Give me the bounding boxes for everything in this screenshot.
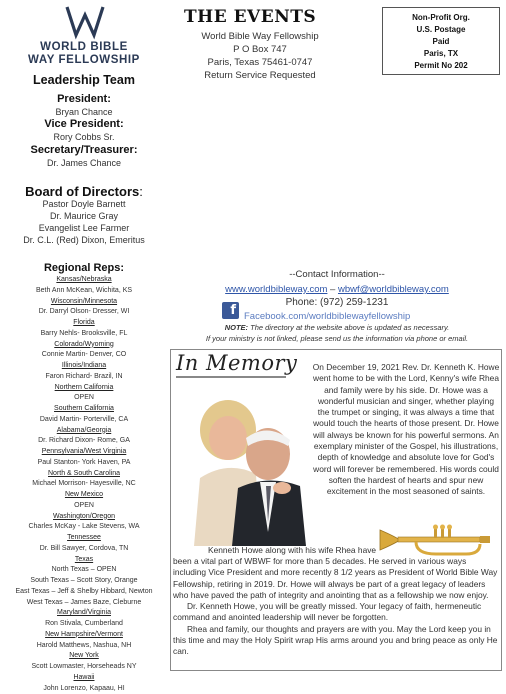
board-heading-text: Board of Directors xyxy=(25,184,139,199)
region-name: Kansas/Nebraska xyxy=(0,275,168,286)
postage-line: Permit No 202 xyxy=(383,60,499,72)
rep-name: John Lorenzo, Kapaau, HI xyxy=(0,684,168,694)
newsletter-title: THE EVENTS xyxy=(184,7,316,27)
note-text: The directory at the website above is updated as necessary. xyxy=(248,323,449,332)
wbwf-logo xyxy=(0,4,168,74)
couple-photo xyxy=(176,382,308,546)
memory-text-right: On December 19, 2021 Rev. Dr. Kenneth K. Howe went home to be with the Lord, Kenny's wife Rhea and family were by his side. Dr. Howe was a wonderful musician and singer, whether playing the trumpet or singing, it was always a time that would touch the hearts of those present. Dr. Howe will always be known for his powerful sermons. An exemplary minister of the Gospel, his illustrations, depth of knowledge and absolute love for God's word will forever be remembered. His words could soften the hardest of hearts and spur new excitement in the most seasoned of saints. xyxy=(312,362,500,498)
board-heading-colon: : xyxy=(139,184,143,199)
region-name: Hawaii xyxy=(0,673,168,684)
rep-name: Barry Nehls- Brooksville, FL xyxy=(0,329,168,340)
regional-reps-heading: Regional Reps: xyxy=(0,262,168,274)
rep-name: North Texas – OPEN xyxy=(0,565,168,576)
secretary-treasurer-label: Secretary/Treasurer: xyxy=(0,144,168,156)
region-name: Southern California xyxy=(0,404,168,415)
rep-name: South Texas – Scott Story, Orange xyxy=(0,576,168,587)
rep-name: Dr. Bill Sawyer, Cordova, TN xyxy=(0,544,168,555)
contact-heading: --Contact Information-- xyxy=(172,269,502,280)
board-member: Dr. C.L. (Red) Dixon, Emeritus xyxy=(0,235,168,245)
contact-links xyxy=(172,284,502,295)
website-link[interactable]: www.worldbibleway.com xyxy=(225,284,327,295)
rep-name: Faron Richard- Brazil, IN xyxy=(0,372,168,383)
region-name: Northern California xyxy=(0,383,168,394)
president-label: President: xyxy=(0,93,168,105)
logo-text-line1: WORLD BIBLE xyxy=(0,41,168,53)
vice-president-label: Vice President: xyxy=(0,118,168,130)
postage-line: Non-Profit Org. xyxy=(383,12,499,24)
memory-paragraph: Dr. Kenneth Howe, you will be greatly missed. Your legacy of faith, hermeneutic command and anointed leadership will never be forgotten. xyxy=(173,601,499,624)
regional-reps-list xyxy=(0,275,168,694)
heading-underline xyxy=(176,376,286,378)
directory-note xyxy=(172,323,502,332)
region-name: Alabama/Georgia xyxy=(0,426,168,437)
address-line: Return Service Requested xyxy=(180,70,340,81)
rep-name: East Texas – Jeff & Shelby Hibbard, Newton xyxy=(0,587,168,598)
address-line: P O Box 747 xyxy=(180,44,340,55)
rep-name: Michael Morrison- Hayesville, NC xyxy=(0,479,168,490)
region-name: Colorado/Wyoming xyxy=(0,340,168,351)
region-name: Pennsylvania/West Virginia xyxy=(0,447,168,458)
vice-president-name: Rory Cobbs Sr. xyxy=(0,132,168,142)
rep-name: OPEN xyxy=(0,393,168,404)
postage-line: Paid xyxy=(383,36,499,48)
region-name: New Mexico xyxy=(0,490,168,501)
postage-line: U.S. Postage xyxy=(383,24,499,36)
rep-name: Connie Martin- Denver, CO xyxy=(0,350,168,361)
region-name: Washington/Oregon xyxy=(0,512,168,523)
region-name: Texas xyxy=(0,555,168,566)
board-member: Evangelist Lee Farmer xyxy=(0,223,168,233)
postage-box xyxy=(382,7,500,75)
in-memory-heading: In Memory xyxy=(176,351,297,375)
region-name: North & South Carolina xyxy=(0,469,168,480)
president-name: Bryan Chance xyxy=(0,107,168,117)
address-line: Paris, Texas 75461-0747 xyxy=(180,57,340,68)
board-member: Dr. Maurice Gray xyxy=(0,211,168,221)
note-label: NOTE: xyxy=(225,323,248,332)
sidebar xyxy=(0,0,168,673)
region-name: Maryland/Virginia xyxy=(0,608,168,619)
rep-name: Charles McKay - Lake Stevens, WA xyxy=(0,522,168,533)
email-link[interactable]: wbwf@worldbibleway.com xyxy=(338,284,449,295)
region-name: New York xyxy=(0,651,168,662)
phone-number: Phone: (972) 259-1231 xyxy=(172,297,502,308)
trumpet-icon xyxy=(376,520,492,560)
memory-text-bottom xyxy=(173,556,499,658)
facebook-link[interactable]: Facebook.com/worldbiblewayfellowship xyxy=(244,311,410,322)
rep-name: Dr. Richard Dixon- Rome, GA xyxy=(0,436,168,447)
w-logo-icon xyxy=(66,6,104,36)
rep-name: OPEN xyxy=(0,501,168,512)
rep-name: David Martin- Porterville, CA xyxy=(0,415,168,426)
ministry-note: If your ministry is not linked, please send us the information via phone or email. xyxy=(172,334,502,343)
region-name: Illinois/Indiana xyxy=(0,361,168,372)
memory-paragraph: been a vital part of WBWF for more than 5 decades. He served in various ways including Vice President and more recently 8 1/2 years as President of World Bible Way Fellowship, retiring in 2019. Dr. Howe will always be part of a great legacy of leaders who have paved the path of integrity and anointing that as a fellowship we now enjoy. xyxy=(173,556,499,601)
leadership-heading: Leadership Team xyxy=(0,73,168,87)
address-line: World Bible Way Fellowship xyxy=(180,31,340,42)
postage-line: Paris, TX xyxy=(383,48,499,60)
region-name: Florida xyxy=(0,318,168,329)
rep-name: Dr. Darryl Olson- Dresser, WI xyxy=(0,307,168,318)
rep-name: Beth Ann McKean, Wichita, KS xyxy=(0,286,168,297)
region-name: Tennessee xyxy=(0,533,168,544)
logo-text-line2: WAY FELLOWSHIP xyxy=(0,54,168,66)
secretary-treasurer-name: Dr. James Chance xyxy=(0,158,168,168)
rep-name: Paul Stanton- York Haven, PA xyxy=(0,458,168,469)
rep-name: West Texas – James Baze, Cleburne xyxy=(0,598,168,609)
region-name: Wisconsin/Minnesota xyxy=(0,297,168,308)
board-heading xyxy=(0,184,168,199)
region-name: New Hampshire/Vermont xyxy=(0,630,168,641)
facebook-icon[interactable]: f xyxy=(222,302,239,319)
photo-caption: Kenneth Howe along with his wife Rhea have xyxy=(180,545,380,556)
rep-name: Scott Lowmaster, Horseheads NY xyxy=(0,662,168,673)
rep-name: Ron Stivala, Cumberland xyxy=(0,619,168,630)
rep-name: Harold Matthews, Nashua, NH xyxy=(0,641,168,652)
board-member: Pastor Doyle Barnett xyxy=(0,199,168,209)
link-separator: – xyxy=(327,284,338,295)
memory-paragraph: Rhea and family, our thoughts and prayers are with you. May the Lord keep you in this time and may the Holy Spirit wrap His arms around you and bring peace as only He can. xyxy=(173,624,499,658)
